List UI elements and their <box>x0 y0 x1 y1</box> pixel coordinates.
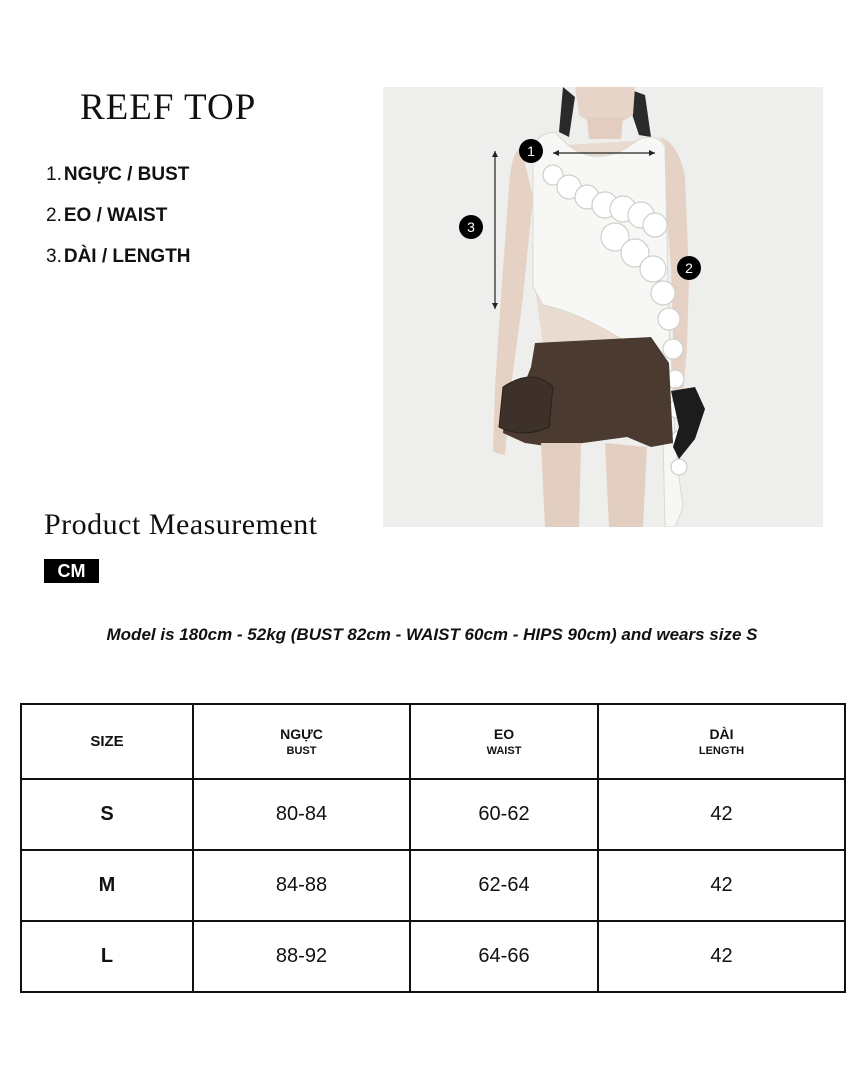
header-length <box>598 704 845 779</box>
measurement-label: EO / WAIST <box>63 205 168 226</box>
header-waist-sub: WAIST <box>486 745 522 757</box>
right-leg <box>605 443 647 527</box>
length-cell: 42 <box>598 921 845 992</box>
marker-2-label: 2 <box>685 260 693 276</box>
measurement-item <box>46 162 191 203</box>
measurement-number: 3. <box>46 246 62 267</box>
header-bust-sub: BUST <box>286 745 317 757</box>
measurement-item <box>46 203 191 244</box>
header-size <box>21 704 193 779</box>
length-cell: 42 <box>598 850 845 921</box>
marker-3-label: 3 <box>467 219 475 235</box>
size-cell: M <box>21 850 193 921</box>
header-waist <box>410 704 598 779</box>
measurement-label: NGỰC / BUST <box>63 164 190 185</box>
table-row <box>21 921 845 992</box>
bust-cell: 84-88 <box>193 850 410 921</box>
measurement-number: 1. <box>46 164 62 185</box>
section-title: Product Measurement <box>44 508 318 541</box>
unit-badge: CM <box>44 559 99 583</box>
measurement-list <box>46 162 191 285</box>
waist-cell: 62-64 <box>410 850 598 921</box>
measurement-item <box>46 244 191 285</box>
measurement-number: 2. <box>46 205 62 226</box>
waist-cell: 64-66 <box>410 921 598 992</box>
skirt-ruffle <box>499 377 553 433</box>
product-photo <box>383 87 823 527</box>
table-row <box>21 779 845 850</box>
product-title: REEF TOP <box>80 87 257 128</box>
header-length-main: DÀI <box>709 726 734 742</box>
bust-cell: 88-92 <box>193 921 410 992</box>
table-header-row <box>21 704 845 779</box>
marker-1-label: 1 <box>527 143 535 159</box>
model-note: Model is 180cm - 52kg (BUST 82cm - WAIST 60cm - HIPS 90cm) and wears size S <box>106 625 758 644</box>
neck <box>587 117 623 139</box>
header-bust <box>193 704 410 779</box>
left-leg <box>541 443 581 527</box>
size-cell: L <box>21 921 193 992</box>
header-bust-main: NGỰC <box>280 726 323 742</box>
measurement-label: DÀI / LENGTH <box>63 246 191 267</box>
waist-cell: 60-62 <box>410 779 598 850</box>
length-cell: 42 <box>598 779 845 850</box>
header-size-label: SIZE <box>90 732 124 750</box>
table-row <box>21 850 845 921</box>
header-waist-main: EO <box>493 726 515 742</box>
bust-cell: 80-84 <box>193 779 410 850</box>
header-length-sub: LENGTH <box>698 745 745 757</box>
size-cell: S <box>21 779 193 850</box>
size-table <box>20 703 846 993</box>
